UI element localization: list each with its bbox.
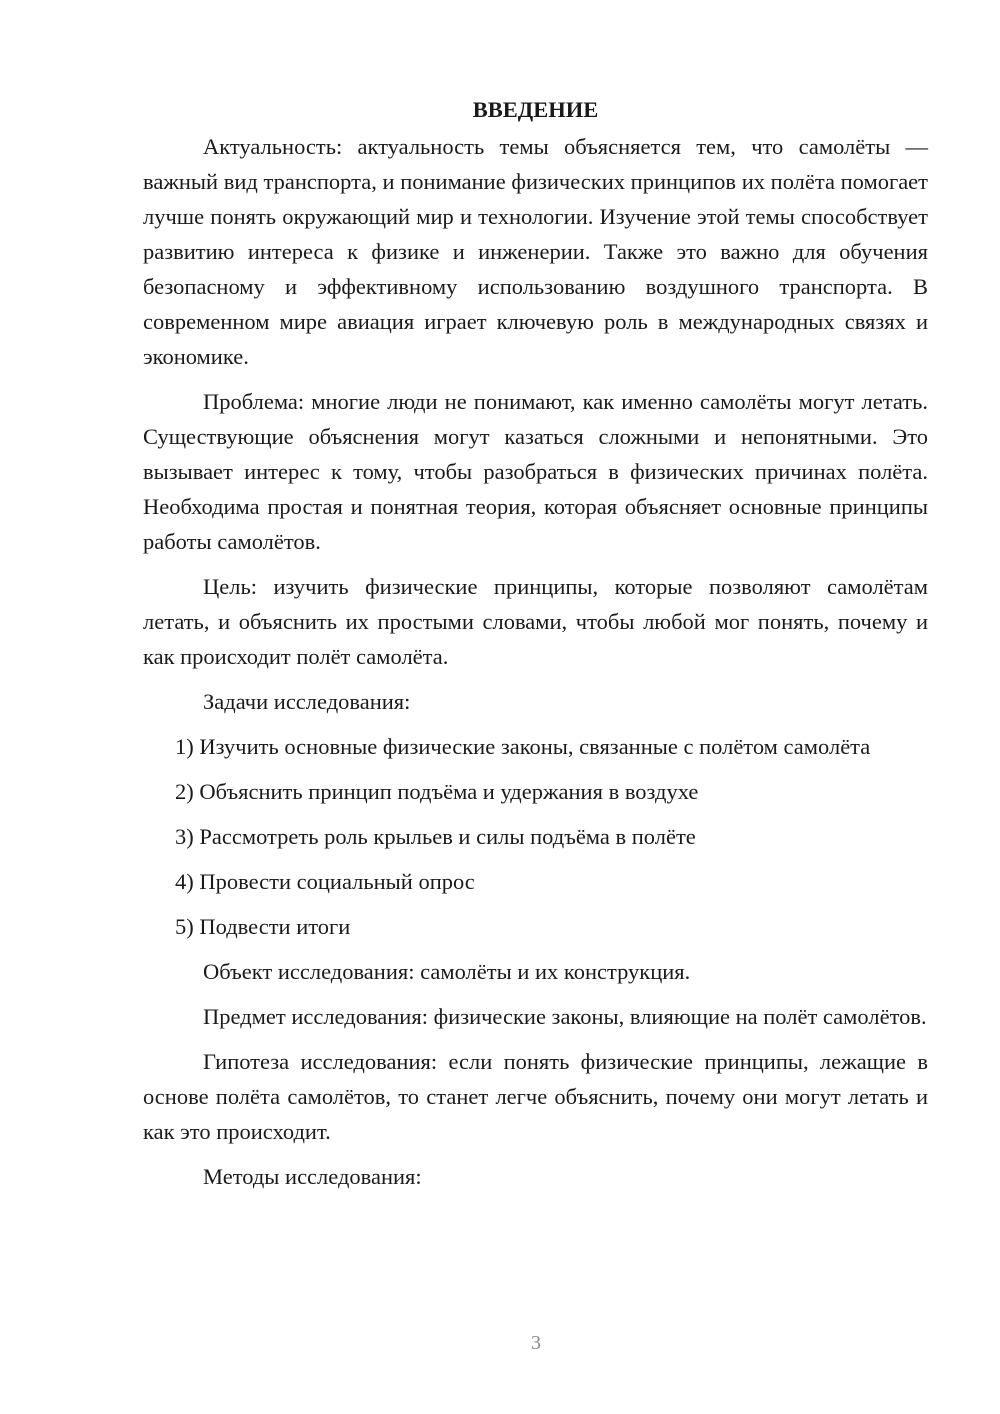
tasks-list [143,729,928,944]
section-title: ВВЕДЕНИЕ [472,97,599,122]
task-item-2: 2) Объяснить принцип подъёма и удержания в воздухе [175,779,699,804]
page-number: 3 [531,1332,541,1354]
task-item-3: 3) Рассмотреть роль крыльев и силы подъёма в полёте [175,824,696,849]
object-paragraph: Объект исследования: самолёты и их конструкция. [203,959,691,984]
tasks-heading: Задачи исследования: [203,689,411,714]
page-content [143,92,928,1204]
hypothesis-paragraph: Гипотеза исследования: если понять физические принципы, лежащие в основе полёта самолётов, то станет легче объяснить, почему они могут летать и как это происходит. [143,1049,928,1144]
task-item-4: 4) Провести социальный опрос [175,869,475,894]
relevance-paragraph: Актуальность: актуальность темы объясняется тем, что самолёты — важный вид транспорта, и понимание физических принципов их полёта помогает лучше понять окружающий мир и технологии. Изучение этой темы способствует развитию интереса к физике и инженерии. Также это важно для обучения безопасному и эффективному использованию воздушного транспорта. В современном мире авиация играет ключевую роль в международных связях и экономике. [143,134,928,369]
goal-paragraph: Цель: изучить физические принципы, которые позволяют самолётам летать, и объяснить их простыми словами, чтобы любой мог понять, почему и как происходит полёт самолёта. [143,574,928,669]
problem-paragraph: Проблема: многие люди не понимают, как именно самолёты могут летать. Существующие объяснения могут казаться сложными и непонятными. Это вызывает интерес к тому, чтобы разобраться в физических причинах полёта. Необходима простая и понятная теория, которая объясняет основные принципы работы самолётов. [143,389,928,554]
task-item-5: 5) Подвести итоги [175,914,351,939]
task-item-1: 1) Изучить основные физические законы, связанные с полётом самолёта [175,734,871,759]
subject-paragraph: Предмет исследования: физические законы, влияющие на полёт самолётов. [203,1004,927,1029]
methods-heading: Методы исследования: [203,1164,422,1189]
